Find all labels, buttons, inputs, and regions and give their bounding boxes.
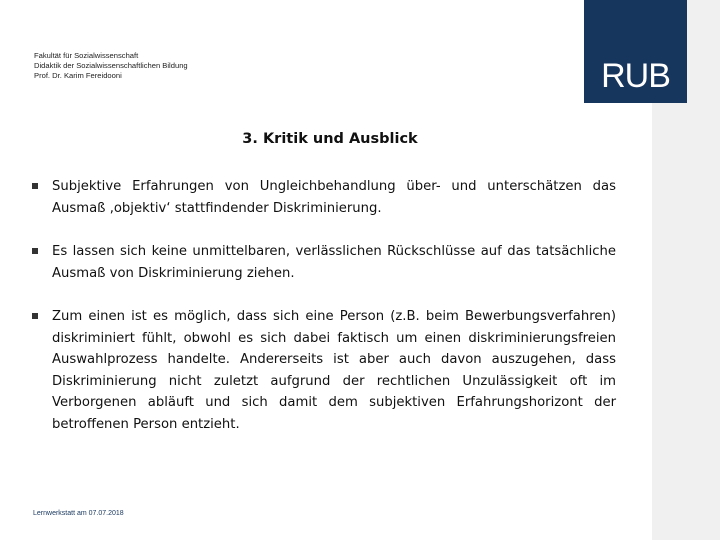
professor-name: Prof. Dr. Karim Fereidooni bbox=[34, 71, 122, 80]
faculty-header bbox=[34, 51, 188, 81]
bullet-square-icon bbox=[32, 248, 38, 254]
bullet-square-icon bbox=[32, 183, 38, 189]
footer-date: Lernwerkstatt am 07.07.2018 bbox=[33, 510, 124, 517]
bullet-square-icon bbox=[32, 313, 38, 319]
rub-logo bbox=[584, 0, 687, 103]
bullet-list bbox=[32, 176, 616, 457]
bullet-item bbox=[32, 306, 616, 435]
slide-title: 3. Kritik und Ausblick bbox=[242, 131, 418, 147]
department-name: Didaktik der Sozialwissenschaftlichen Bildung bbox=[34, 61, 188, 70]
bullet-item bbox=[32, 241, 616, 284]
bullet-text: Es lassen sich keine unmittelbaren, verlässlichen Rückschlüsse auf das tatsächliche Ausmaß von Diskriminierung ziehen. bbox=[52, 244, 616, 281]
bullet-item bbox=[32, 176, 616, 219]
bullet-text: Zum einen ist es möglich, dass sich eine Person (z.B. beim Bewerbungsverfahren) diskriminiert fühlt, obwohl es sich dabei faktisch um einen diskriminierungsfreien Auswahlprozess handelte. Andererseits ist aber auch davon auszugehen, dass Diskriminierung nicht zuletzt aufgrund der rechtlichen Unzulässigkeit oft im Verborgenen abläuft und sich damit dem subjektiven Erfahrungshorizont der betroffenen Person entzieht. bbox=[52, 309, 616, 432]
bullet-text: Subjektive Erfahrungen von Ungleichbehandlung über- und unterschätzen das Ausmaß ‚objektiv‘ stattfindender Diskriminierung. bbox=[52, 179, 616, 216]
faculty-name: Fakultät für Sozialwissenschaft bbox=[34, 51, 139, 60]
rub-logo-text: RUB bbox=[601, 57, 670, 95]
